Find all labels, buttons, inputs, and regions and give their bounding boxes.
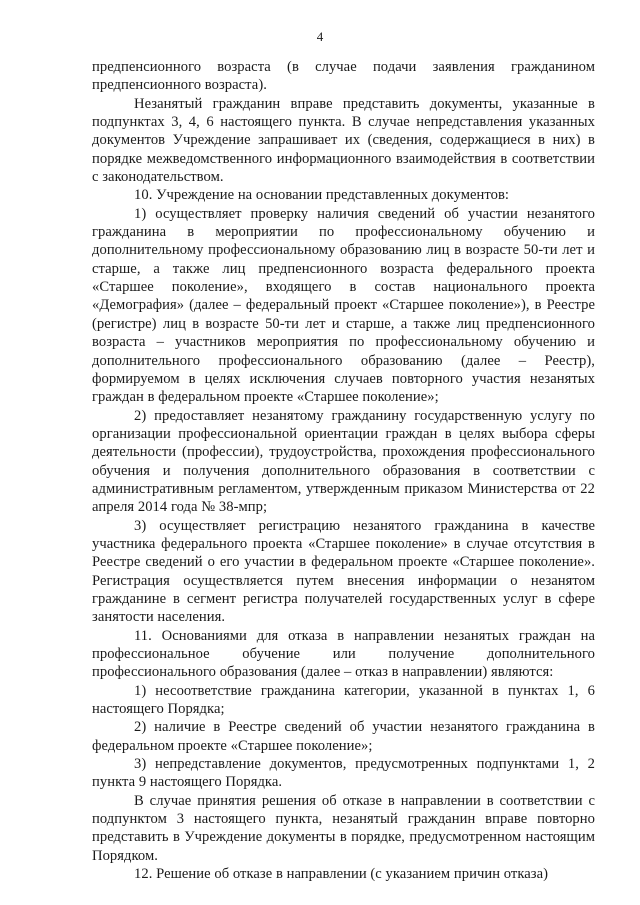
paragraph-refusal-case: В случае принятия решения об отказе в направлении в соответствии с подпунктом 3 настоящего пункта, незанятый гражданин вправе повторно представить в Учреждение документы в порядке, предусмотренном настоящим Порядком. <box>92 792 595 864</box>
paragraph-item-11-1: 1) несоответствие гражданина категории, указанной в пунктах 1, 6 настоящего Порядка; <box>92 682 595 718</box>
paragraph-item-11: 11. Основаниями для отказа в направлении незанятых граждан на профессиональное обучение или получение дополнительного профессионального образования (далее – отказ в направлении) являются: <box>92 627 595 681</box>
paragraph-item-10-1: 1) осуществляет проверку наличия сведений об участии незанятого гражданина в мероприятии по профессиональному обучению и дополнительному профессиональному образованию лиц в возрасте 50-ти лет и старше, а также лиц предпенсионного возраста федерального проекта «Старшее поколение», входящего в состав национального проекта «Демография» (далее – федеральный проект «Старшее поколение»), в Реестре (регистре) лиц в возрасте 50-ти лет и старше, а также лиц предпенсионного возраста – участников мероприятия по профессиональному обучению и дополнительного профессионального образованию (далее – Реестр), формируемом в целях исключения случаев повторного участия незанятых граждан в федеральном проекте «Старшее поколение»; <box>92 205 595 406</box>
paragraph-item-12: 12. Решение об отказе в направлении (с указанием причин отказа) <box>134 866 549 883</box>
paragraph-item-11-3: 3) непредставление документов, предусмотренных подпунктами 1, 2 пункта 9 настоящего Порядка. <box>92 756 595 791</box>
paragraph-item-11-2: 2) наличие в Реестре сведений об участии незанятого гражданина в федеральном проекте «Старшее поколение»; <box>92 719 595 754</box>
paragraph-item-10-3: 3) осуществляет регистрацию незанятого гражданина в качестве участника федерального проекта «Старшее поколение» в случае отсутствия в Реестре сведений о его участии в федеральном проекте «Старшее поколение». Регистрация осуществляется путем внесения информации о незанятом гражданине в сегмент регистра получателей государственных услуг в сфере занятости населения. <box>92 517 595 626</box>
paragraph-item-10-2: 2) предоставляет незанятому гражданину государственную услугу по организации профессиональной ориентации граждан в целях выбора сферы деятельности (профессии), трудоустройства, прохождения профессионального обучения и получения дополнительного образования в соответствии с административным регламентом, утвержденным приказом Министерства от 22 апреля 2014 года № 38-мпр; <box>92 407 595 516</box>
page-number: 4 <box>316 29 324 44</box>
document-body <box>92 58 595 883</box>
paragraph-item-10: 10. Учреждение на основании представленных документов: <box>134 187 510 204</box>
paragraph-documents-right: Незанятый гражданин вправе представить документы, указанные в подпунктах 3, 4, 6 настоящего пункта. В случае непредставления указанных документов Учреждение запрашивает их (сведения, содержащиеся в них) в порядке межведомственного информационного взаимодействия в соответствии с законодательством. <box>92 95 595 186</box>
paragraph-continuation: предпенсионного возраста (в случае подачи заявления гражданином предпенсионного возраста). <box>92 59 595 94</box>
